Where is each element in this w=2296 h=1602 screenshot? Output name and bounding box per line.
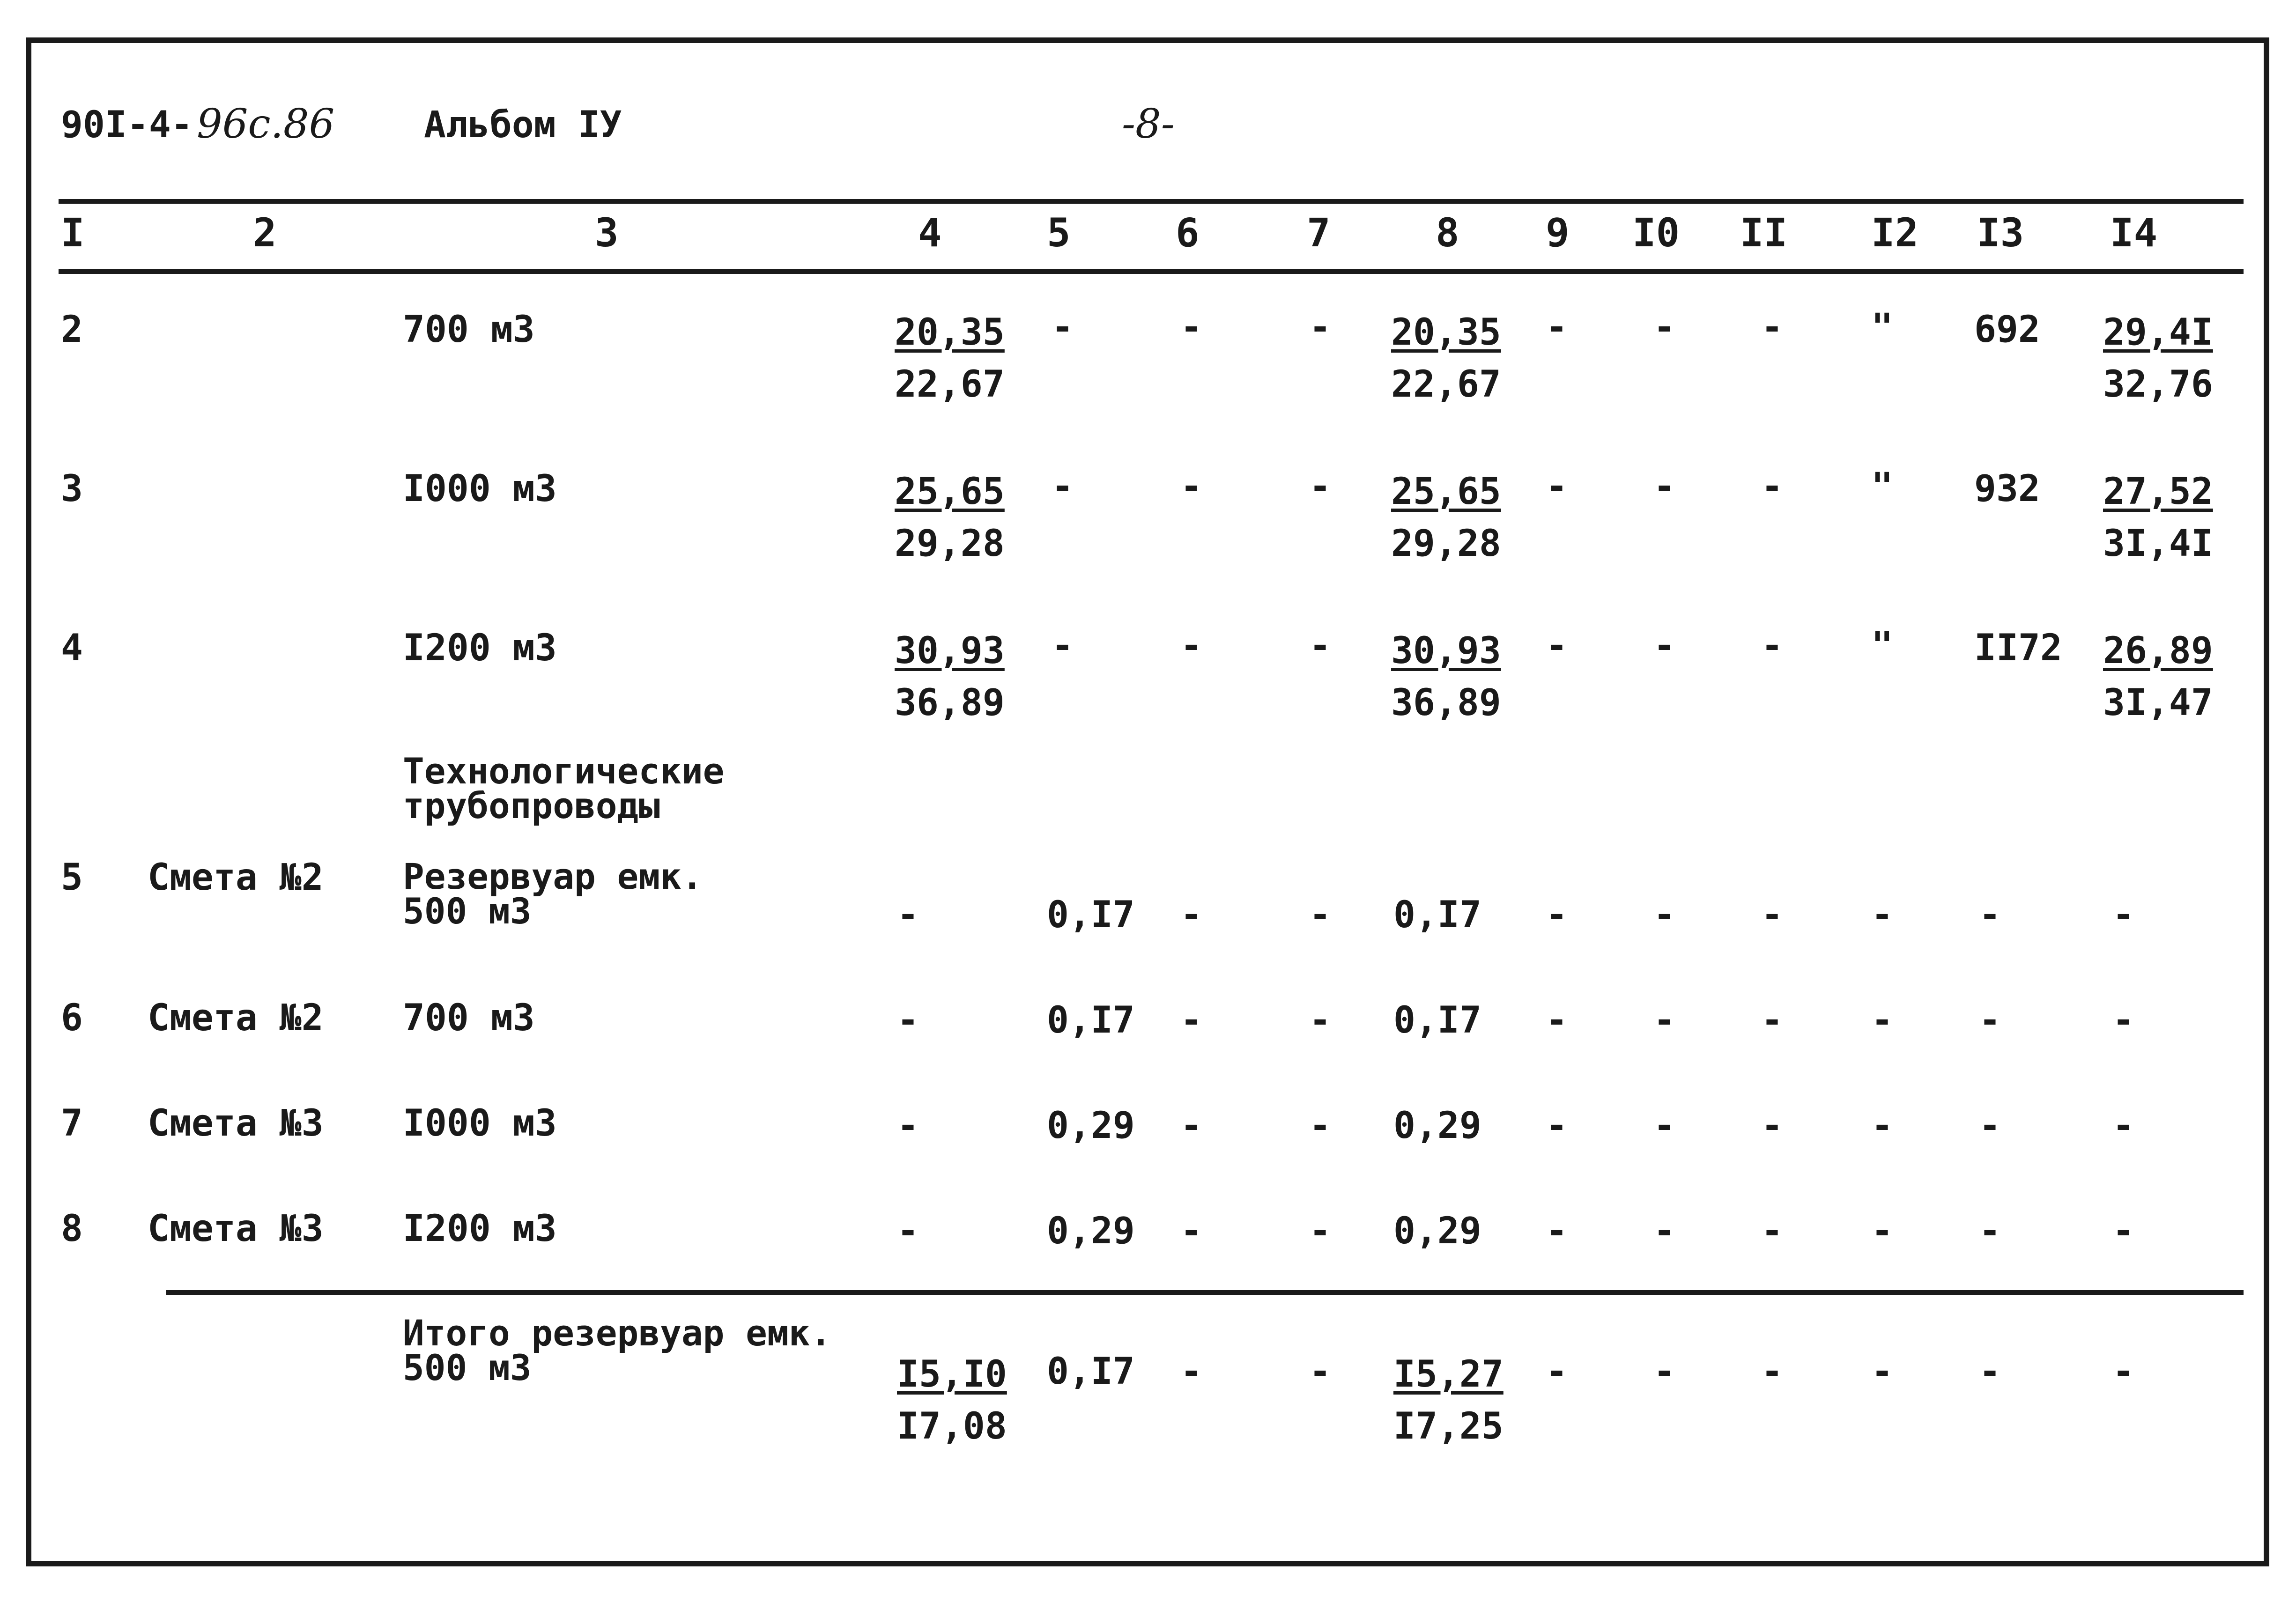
column-number: II bbox=[1740, 210, 1788, 256]
col8-value: 0,29 bbox=[1393, 1210, 1481, 1252]
row-number: 2 bbox=[61, 309, 83, 351]
col4-lower: 29,28 bbox=[895, 522, 1005, 565]
col11-value: - bbox=[1761, 999, 1783, 1041]
estimate-source: Смета №3 bbox=[148, 1208, 324, 1250]
column-number: 7 bbox=[1307, 210, 1331, 256]
item-name-line: 500 м3 bbox=[403, 890, 532, 932]
col7-value: - bbox=[1309, 894, 1331, 936]
total-label bbox=[403, 1312, 832, 1389]
row-number: 7 bbox=[61, 1102, 83, 1144]
col7-value: - bbox=[1309, 999, 1331, 1041]
estimate-source: Смета №2 bbox=[148, 997, 324, 1039]
total-label-line: 500 м3 bbox=[403, 1347, 532, 1389]
column-number: 4 bbox=[918, 210, 942, 256]
col4-value bbox=[897, 1349, 1007, 1453]
col8-value bbox=[1391, 466, 1501, 570]
album-label: Альбом IУ bbox=[424, 104, 622, 146]
col10-value: - bbox=[1653, 465, 1675, 508]
col9-value: - bbox=[1546, 1210, 1568, 1252]
col14-value bbox=[2103, 466, 2213, 570]
col4-value: - bbox=[897, 1210, 919, 1252]
row-number: 5 bbox=[61, 856, 83, 899]
col4-upper: 25,65 bbox=[895, 471, 1005, 513]
col12-value: - bbox=[1871, 1351, 1893, 1393]
col11-value: - bbox=[1761, 894, 1783, 936]
row-number: 8 bbox=[61, 1208, 83, 1250]
col9-value: - bbox=[1546, 306, 1568, 348]
column-number: 2 bbox=[253, 210, 277, 256]
col4-value bbox=[895, 307, 1005, 411]
column-number: I3 bbox=[1977, 210, 2024, 256]
col13-value: - bbox=[1979, 1351, 2001, 1393]
col5-value: 0,I7 bbox=[1047, 894, 1135, 936]
column-number: 3 bbox=[595, 210, 619, 256]
col6-value: - bbox=[1180, 1105, 1202, 1147]
col12-value: - bbox=[1871, 1210, 1893, 1252]
col10-value: - bbox=[1653, 1105, 1675, 1147]
col12-value: " bbox=[1871, 306, 1893, 348]
column-number: 5 bbox=[1047, 210, 1071, 256]
col9-value: - bbox=[1546, 625, 1568, 667]
col12-value: - bbox=[1871, 999, 1893, 1041]
col5-value: - bbox=[1052, 465, 1074, 508]
col8-upper: 25,65 bbox=[1391, 471, 1501, 513]
col7-value: - bbox=[1309, 1210, 1331, 1252]
col7-value: - bbox=[1309, 625, 1331, 667]
total-separator-rule bbox=[166, 1290, 2244, 1295]
col13-value: II72 bbox=[1974, 627, 2062, 669]
col5-value: 0,I7 bbox=[1047, 999, 1135, 1041]
col6-value: - bbox=[1180, 465, 1202, 508]
col9-value: - bbox=[1546, 465, 1568, 508]
col4-upper: I5,I0 bbox=[897, 1353, 1007, 1395]
col8-value: 0,29 bbox=[1393, 1105, 1481, 1147]
column-number: I bbox=[61, 210, 85, 256]
col13-value: - bbox=[1979, 1105, 2001, 1147]
col10-value: - bbox=[1653, 999, 1675, 1041]
item-name: I200 м3 bbox=[403, 1208, 557, 1250]
column-number: 8 bbox=[1436, 210, 1459, 256]
col14-value bbox=[2103, 625, 2213, 729]
document-code: 90I-4- bbox=[61, 104, 193, 146]
col12-value: - bbox=[1871, 1105, 1893, 1147]
col14-lower: 3I,47 bbox=[2103, 681, 2213, 724]
column-number: I4 bbox=[2110, 210, 2158, 256]
col4-value bbox=[895, 625, 1005, 729]
col8-value bbox=[1391, 307, 1501, 411]
col4-upper: 20,35 bbox=[895, 311, 1005, 354]
section-title bbox=[403, 750, 725, 827]
col11-value: - bbox=[1761, 1210, 1783, 1252]
col8-value bbox=[1393, 1349, 1504, 1453]
col8-upper: 30,93 bbox=[1391, 630, 1501, 672]
row-number: 4 bbox=[61, 627, 83, 669]
col5-value: 0,I7 bbox=[1047, 1351, 1135, 1393]
col14-value: - bbox=[2112, 1210, 2134, 1252]
item-name: 700 м3 bbox=[403, 309, 535, 351]
col4-value: - bbox=[897, 1105, 919, 1147]
col13-value: - bbox=[1979, 1210, 2001, 1252]
col14-value: - bbox=[2112, 999, 2134, 1041]
col8-value: 0,I7 bbox=[1393, 999, 1481, 1041]
col12-value: " bbox=[1871, 625, 1893, 667]
col12-value: - bbox=[1871, 894, 1893, 936]
section-title-line: Технологические bbox=[403, 750, 725, 792]
col10-value: - bbox=[1653, 894, 1675, 936]
estimate-source: Смета №3 bbox=[148, 1102, 324, 1144]
col8-lower: I7,25 bbox=[1393, 1405, 1504, 1447]
total-label-line: Итого резервуар емк. bbox=[403, 1312, 832, 1354]
col6-value: - bbox=[1180, 306, 1202, 348]
item-name bbox=[403, 856, 703, 932]
col9-value: - bbox=[1546, 1105, 1568, 1147]
col9-value: - bbox=[1546, 999, 1568, 1041]
page-frame bbox=[26, 37, 2269, 1566]
col7-value: - bbox=[1309, 306, 1331, 348]
column-number: 9 bbox=[1546, 210, 1570, 256]
section-title-line: трубопроводы bbox=[403, 785, 660, 827]
col10-value: - bbox=[1653, 625, 1675, 667]
col6-value: - bbox=[1180, 1351, 1202, 1393]
table-header-rule bbox=[59, 269, 2244, 274]
item-name: I000 м3 bbox=[403, 1102, 557, 1144]
col14-value bbox=[2103, 307, 2213, 411]
column-number: I0 bbox=[1632, 210, 1680, 256]
col8-value: 0,I7 bbox=[1393, 894, 1481, 936]
item-name: I200 м3 bbox=[403, 627, 557, 669]
row-number: 6 bbox=[61, 997, 83, 1039]
col6-value: - bbox=[1180, 999, 1202, 1041]
col8-lower: 22,67 bbox=[1391, 363, 1501, 406]
col14-value: - bbox=[2112, 894, 2134, 936]
row-number: 3 bbox=[61, 468, 83, 510]
col8-lower: 29,28 bbox=[1391, 522, 1501, 565]
col11-value: - bbox=[1761, 1105, 1783, 1147]
col6-value: - bbox=[1180, 1210, 1202, 1252]
col13-value: 692 bbox=[1974, 309, 2040, 351]
item-name: 700 м3 bbox=[403, 997, 535, 1039]
col14-lower: 32,76 bbox=[2103, 363, 2213, 406]
col14-upper: 26,89 bbox=[2103, 630, 2213, 672]
col8-upper: I5,27 bbox=[1393, 1353, 1504, 1395]
col6-value: - bbox=[1180, 894, 1202, 936]
col5-value: - bbox=[1052, 625, 1074, 667]
col9-value: - bbox=[1546, 894, 1568, 936]
col7-value: - bbox=[1309, 1351, 1331, 1393]
col4-lower: I7,08 bbox=[897, 1405, 1007, 1447]
item-name: I000 м3 bbox=[403, 468, 557, 510]
col8-upper: 20,35 bbox=[1391, 311, 1501, 354]
col10-value: - bbox=[1653, 1210, 1675, 1252]
col6-value: - bbox=[1180, 625, 1202, 667]
estimate-source: Смета №2 bbox=[148, 856, 324, 899]
table-top-rule bbox=[59, 199, 2244, 204]
document-code-handwritten: 96с.86 bbox=[197, 101, 335, 148]
col4-lower: 36,89 bbox=[895, 681, 1005, 724]
col4-value bbox=[895, 466, 1005, 570]
col14-lower: 3I,4I bbox=[2103, 522, 2213, 565]
col4-lower: 22,67 bbox=[895, 363, 1005, 406]
column-number: 6 bbox=[1176, 210, 1200, 256]
col13-value: 932 bbox=[1974, 468, 2040, 510]
page-number: -8- bbox=[1122, 101, 1175, 148]
col8-value bbox=[1391, 625, 1501, 729]
col10-value: - bbox=[1653, 306, 1675, 348]
col14-value: - bbox=[2112, 1351, 2134, 1393]
col13-value: - bbox=[1979, 999, 2001, 1041]
col11-value: - bbox=[1761, 625, 1783, 667]
col14-upper: 27,52 bbox=[2103, 471, 2213, 513]
column-number: I2 bbox=[1871, 210, 1919, 256]
col14-value: - bbox=[2112, 1105, 2134, 1147]
col5-value: 0,29 bbox=[1047, 1105, 1135, 1147]
col13-value: - bbox=[1979, 894, 2001, 936]
col11-value: - bbox=[1761, 465, 1783, 508]
col5-value: 0,29 bbox=[1047, 1210, 1135, 1252]
col4-value: - bbox=[897, 999, 919, 1041]
col7-value: - bbox=[1309, 465, 1331, 508]
col10-value: - bbox=[1653, 1351, 1675, 1393]
col4-upper: 30,93 bbox=[895, 630, 1005, 672]
col14-upper: 29,4I bbox=[2103, 311, 2213, 354]
item-name-line: Резервуар емк. bbox=[403, 856, 703, 897]
col11-value: - bbox=[1761, 306, 1783, 348]
col9-value: - bbox=[1546, 1351, 1568, 1393]
col11-value: - bbox=[1761, 1351, 1783, 1393]
col8-lower: 36,89 bbox=[1391, 681, 1501, 724]
col5-value: - bbox=[1052, 306, 1074, 348]
col4-value: - bbox=[897, 894, 919, 936]
col12-value: " bbox=[1871, 465, 1893, 508]
col7-value: - bbox=[1309, 1105, 1331, 1147]
